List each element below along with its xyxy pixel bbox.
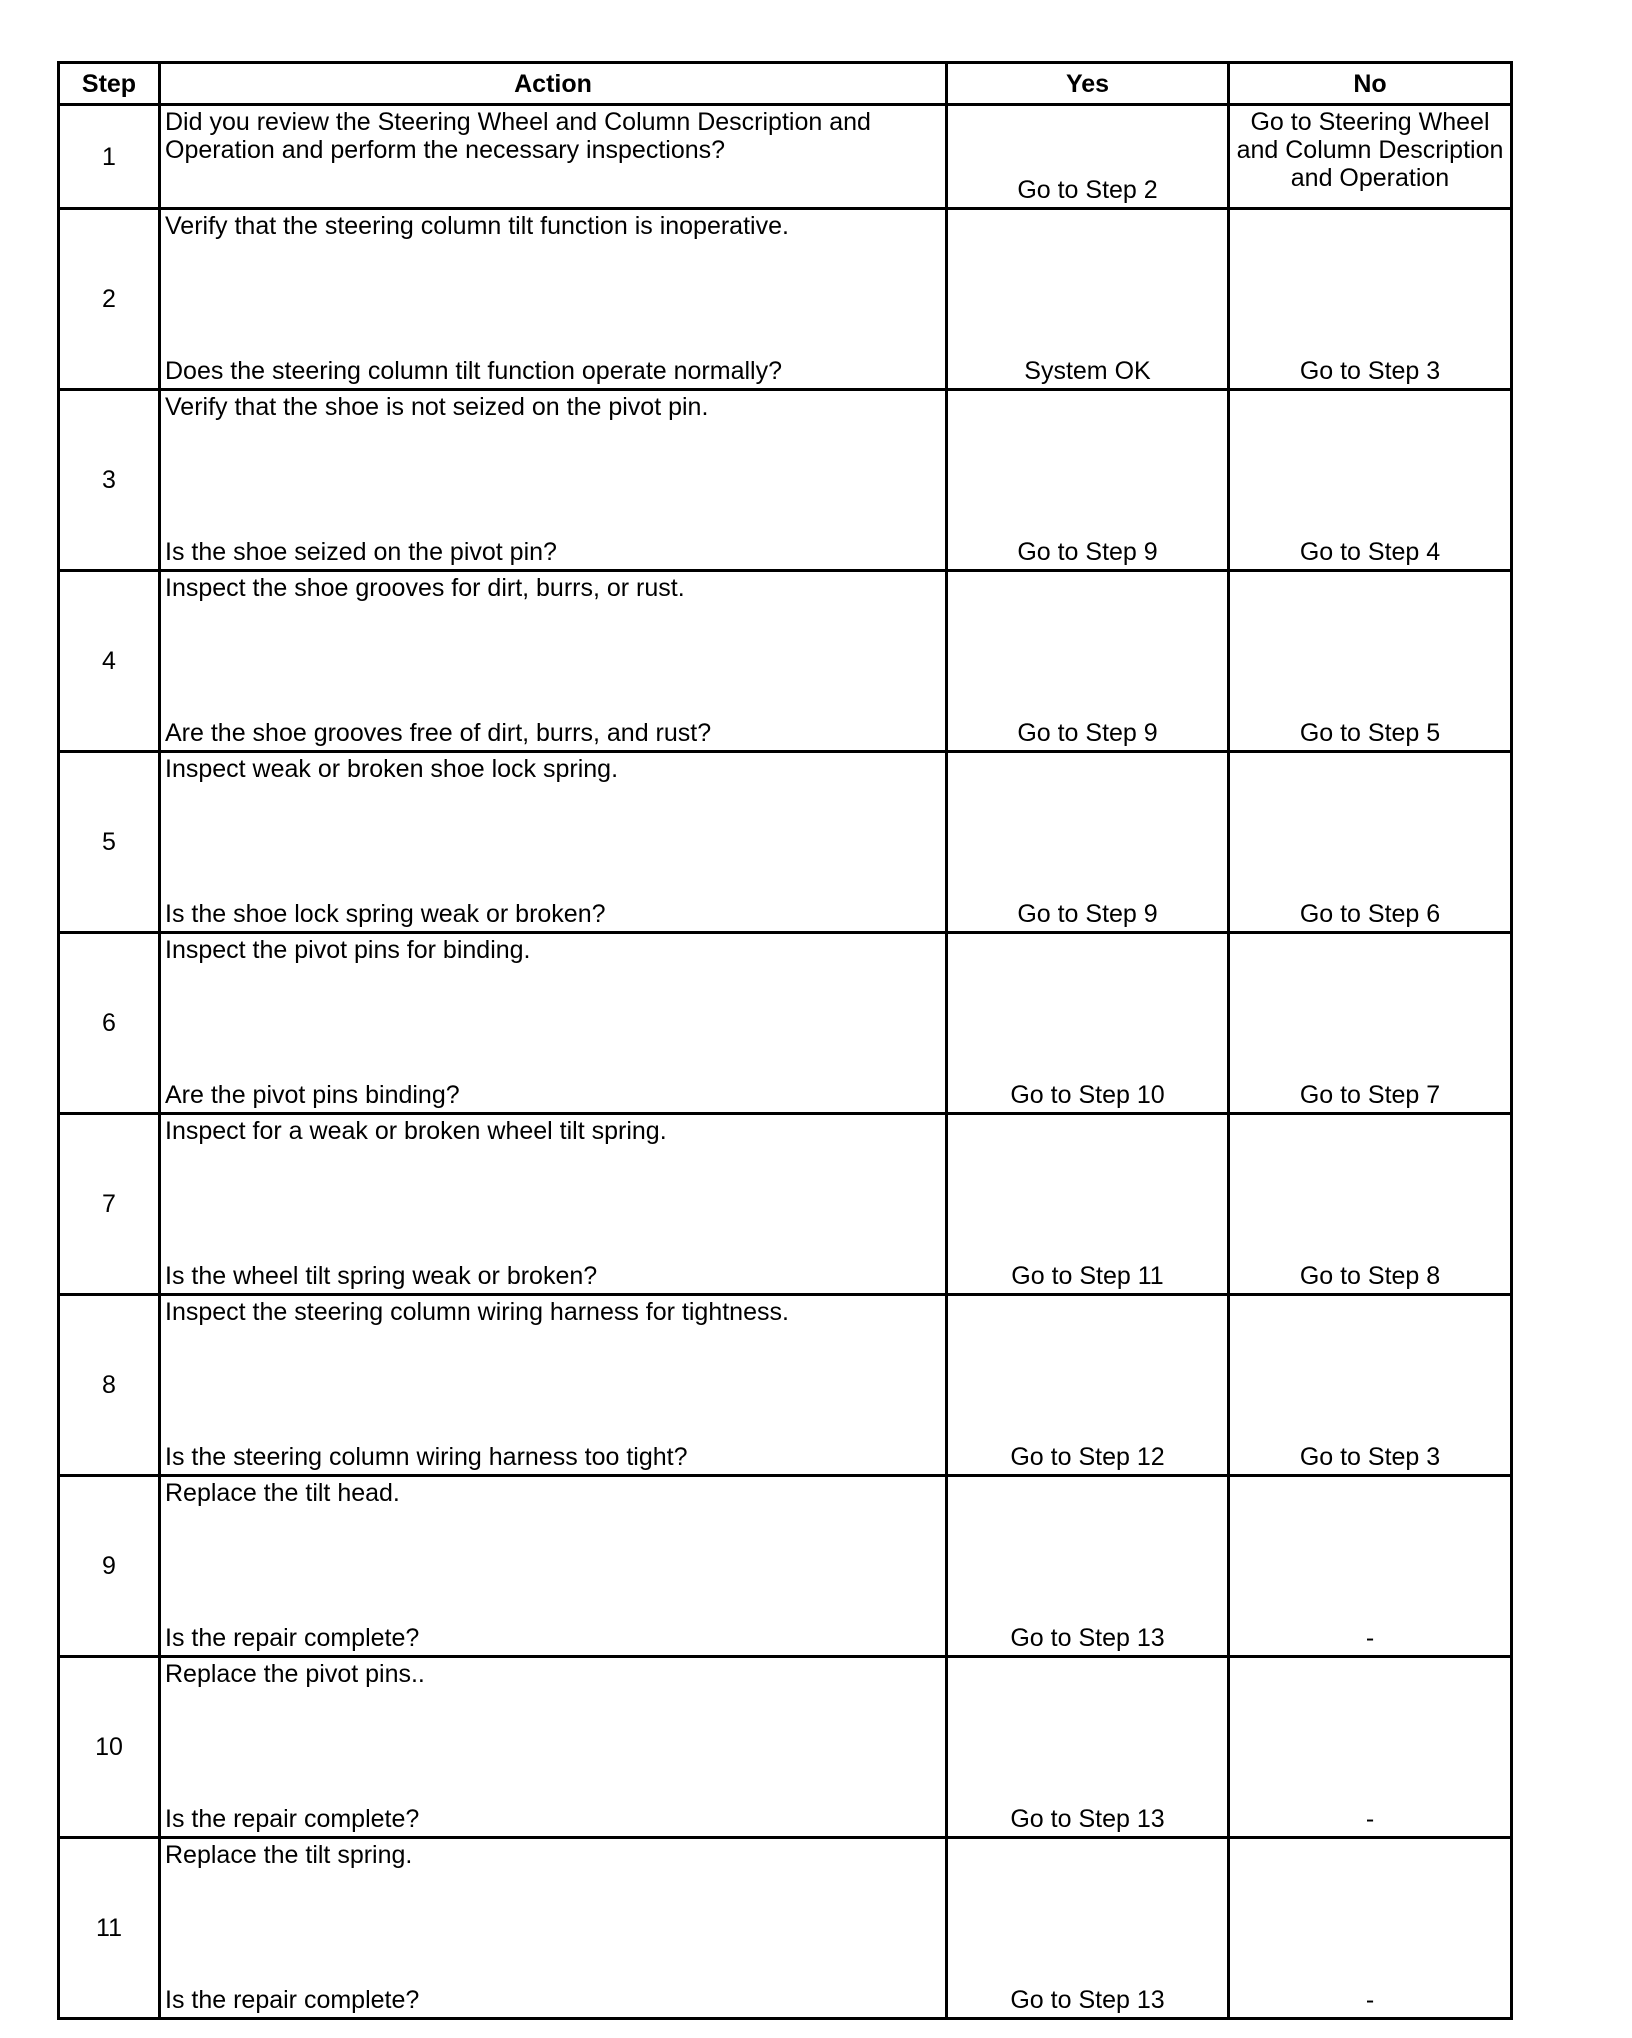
- step-number: 9: [59, 1476, 160, 1657]
- action-question: Is the shoe lock spring weak or broken?: [165, 900, 606, 928]
- action-cell: [160, 933, 947, 1114]
- table-row: [59, 1838, 1512, 2019]
- action-question: Are the pivot pins binding?: [165, 1081, 460, 1109]
- table-row: [59, 209, 1512, 390]
- no-result: Go to Step 6: [1229, 752, 1512, 933]
- step-number: 5: [59, 752, 160, 933]
- yes-result: Go to Step 9: [947, 571, 1229, 752]
- table-row: [59, 1295, 1512, 1476]
- action-question: Are the shoe grooves free of dirt, burrs, and rust?: [165, 719, 712, 747]
- action-cell: [160, 390, 947, 571]
- no-result: Go to Step 3: [1229, 1295, 1512, 1476]
- no-result: Go to Step 4: [1229, 390, 1512, 571]
- action-question: Is the wheel tilt spring weak or broken?: [165, 1262, 598, 1290]
- action-cell: [160, 1838, 947, 2019]
- action-cell: [160, 209, 947, 390]
- header-action: Action: [160, 63, 947, 105]
- no-result: -: [1229, 1476, 1512, 1657]
- no-result: Go to Step 5: [1229, 571, 1512, 752]
- yes-result: Go to Step 2: [947, 105, 1229, 209]
- yes-result: Go to Step 9: [947, 390, 1229, 571]
- table-row: [59, 390, 1512, 571]
- no-result: -: [1229, 1838, 1512, 2019]
- yes-result: Go to Step 9: [947, 752, 1229, 933]
- action-question: Is the steering column wiring harness too tight?: [165, 1443, 688, 1471]
- no-result: Go to Step 8: [1229, 1114, 1512, 1295]
- action-instruction: Inspect the steering column wiring harness for tightness.: [165, 1298, 789, 1326]
- action-instruction: Inspect for a weak or broken wheel tilt spring.: [165, 1117, 667, 1145]
- step-number: 6: [59, 933, 160, 1114]
- action-question: Is the shoe seized on the pivot pin?: [165, 538, 557, 566]
- step-number: 7: [59, 1114, 160, 1295]
- no-result: Go to Step 7: [1229, 933, 1512, 1114]
- yes-result: Go to Step 13: [947, 1657, 1229, 1838]
- action-cell: [160, 1114, 947, 1295]
- action-instruction: Replace the tilt head.: [165, 1479, 400, 1507]
- no-result: Go to Step 3: [1229, 209, 1512, 390]
- action-question: Is the repair complete?: [165, 1805, 420, 1833]
- action-question: Is the repair complete?: [165, 1624, 420, 1652]
- table-row: [59, 1476, 1512, 1657]
- step-number: 10: [59, 1657, 160, 1838]
- action-cell: [160, 752, 947, 933]
- action-question: Does the steering column tilt function operate normally?: [165, 357, 782, 385]
- table-row: [59, 752, 1512, 933]
- table-row: [59, 933, 1512, 1114]
- step-number: 2: [59, 209, 160, 390]
- action-instruction: Replace the tilt spring.: [165, 1841, 413, 1869]
- header-row: [59, 63, 1512, 105]
- header-no: No: [1229, 63, 1512, 105]
- table-row: [59, 1657, 1512, 1838]
- table-row: [59, 105, 1512, 209]
- yes-result: Go to Step 13: [947, 1476, 1229, 1657]
- header-step: Step: [59, 63, 160, 105]
- diagnostic-table: [57, 61, 1513, 2020]
- table-row: [59, 571, 1512, 752]
- action-cell: [160, 1476, 947, 1657]
- action-instruction: Verify that the steering column tilt function is inoperative.: [165, 212, 789, 240]
- action-instruction: Verify that the shoe is not seized on the pivot pin.: [165, 393, 709, 421]
- action-cell: [160, 1295, 947, 1476]
- action-cell: [160, 1657, 947, 1838]
- step-number: 8: [59, 1295, 160, 1476]
- yes-result: Go to Step 13: [947, 1838, 1229, 2019]
- yes-result: Go to Step 11: [947, 1114, 1229, 1295]
- action-instruction: Inspect the pivot pins for binding.: [165, 936, 531, 964]
- yes-result: Go to Step 10: [947, 933, 1229, 1114]
- no-result: Go to Steering Wheel and Column Description and Operation: [1229, 105, 1512, 209]
- step-number: 3: [59, 390, 160, 571]
- table-row: [59, 1114, 1512, 1295]
- step-number: 4: [59, 571, 160, 752]
- action-cell: [160, 105, 947, 209]
- step-number: 1: [59, 105, 160, 209]
- step-number: 11: [59, 1838, 160, 2019]
- action-instruction: Inspect the shoe grooves for dirt, burrs, or rust.: [165, 574, 685, 602]
- header-yes: Yes: [947, 63, 1229, 105]
- no-result: -: [1229, 1657, 1512, 1838]
- action-instruction: Replace the pivot pins..: [165, 1660, 425, 1688]
- action-instruction: Inspect weak or broken shoe lock spring.: [165, 755, 619, 783]
- action-instruction: Did you review the Steering Wheel and Column Description and Operation and perform the necessary inspections?: [165, 108, 871, 164]
- yes-result: System OK: [947, 209, 1229, 390]
- action-cell: [160, 571, 947, 752]
- yes-result: Go to Step 12: [947, 1295, 1229, 1476]
- action-question: Is the repair complete?: [165, 1986, 420, 2014]
